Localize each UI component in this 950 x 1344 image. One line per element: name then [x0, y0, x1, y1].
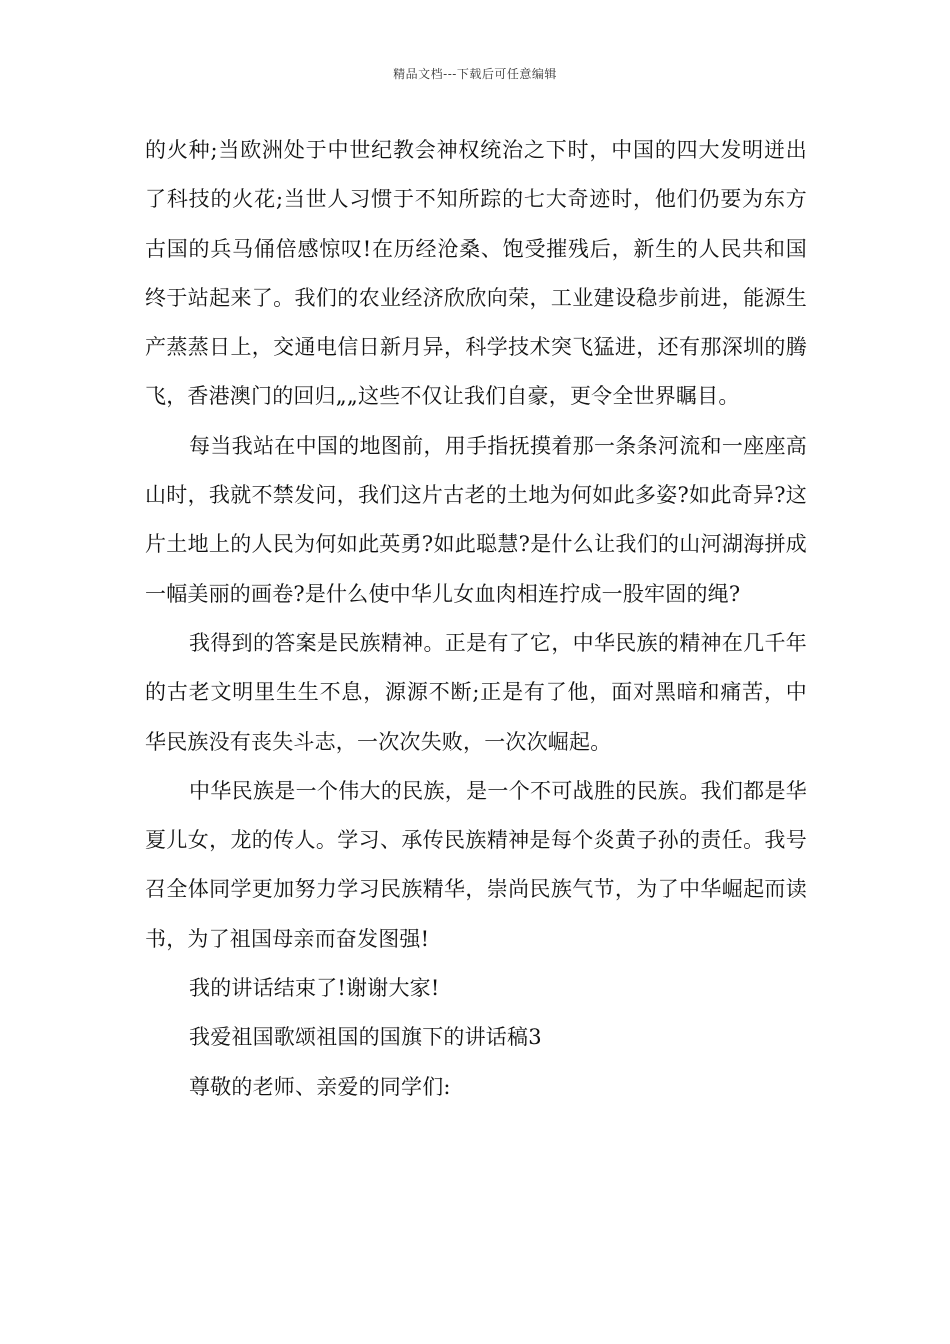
- page-header: 精品文档---下载后可任意编辑: [393, 67, 557, 81]
- paragraph-national-spirit: 我得到的答案是民族精神。正是有了它，中华民族的精神在几千年的古老文明里生生不息，源源不断;正是有了他，面对黑暗和痛苦，中华民族没有丧失斗志，一次次失败，一次次崛起。: [145, 630, 807, 754]
- paragraph-continuation: 的火种;当欧洲处于中世纪教会神权统治之下时，中国的四大发明迸出了科技的火花;当世人习惯于不知所踪的七大奇迹时，他们仍要为东方古国的兵马俑倍感惊叹!在历经沧桑、饱受摧残后，新生的人民共和国终于站起来了。我们的农业经济欣欣向荣，工业建设稳步前进，能源生产蒸蒸日上，交通电信日新月异，科学技术突飞猛进，还有那深圳的腾飞，香港澳门的回归„„这些不仅让我们自豪，更令全世界瞩目。: [145, 138, 807, 409]
- section-title: 我爱祖国歌颂祖国的国旗下的讲话稿3: [189, 1025, 542, 1050]
- salutation: 尊敬的老师、亲爱的同学们:: [189, 1074, 451, 1099]
- paragraph-closing: 我的讲话结束了!谢谢大家!: [189, 976, 440, 1001]
- paragraph-call-to-action: 中华民族是一个伟大的民族，是一个不可战胜的民族。我们都是华夏儿女，龙的传人。学习、承传民族精神是每个炎黄子孙的责任。我号召全体同学更加努力学习民族精华，崇尚民族气节，为了中华崛起而读书，为了祖国母亲而奋发图强!: [145, 778, 807, 951]
- document-body: [145, 126, 807, 1112]
- paragraph-map-question: 每当我站在中国的地图前，用手指抚摸着那一条条河流和一座座高山时，我就不禁发问，我们这片古老的土地为何如此多姿?如此奇异?这片土地上的人民为何如此英勇?如此聪慧?是什么让我们的山河湖海拼成一幅美丽的画卷?是什么使中华儿女血肉相连拧成一股牢固的绳?: [145, 433, 807, 606]
